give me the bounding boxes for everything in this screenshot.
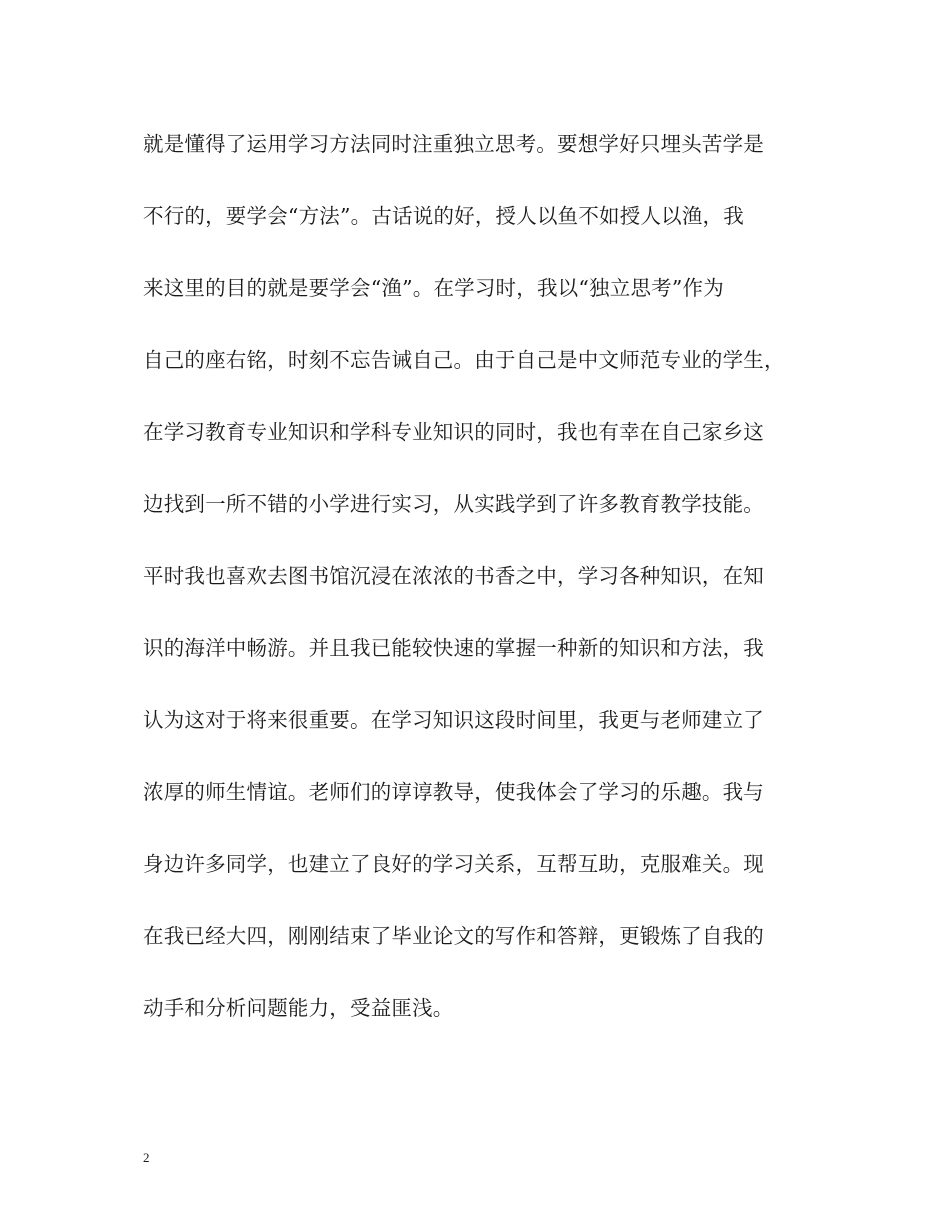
text-line: 边找到一所不错的小学进行实习，从实践学到了许多教育教学技能。 bbox=[143, 492, 764, 516]
text-line: 认为这对于将来很重要。在学习知识这段时间里，我更与老师建立了 bbox=[143, 708, 764, 732]
text-line: 浓厚的师生情谊。老师们的谆谆教导，使我体会了学习的乐趣。我与 bbox=[143, 780, 764, 804]
text-line: 就是懂得了运用学习方法同时注重独立思考。要想学好只埋头苦学是 bbox=[143, 132, 764, 156]
text-line: 不行的，要学会“方法”。古话说的好，授人以鱼不如授人以渔，我 bbox=[143, 204, 744, 228]
page-number: 2 bbox=[143, 1150, 150, 1165]
text-line: 在我已经大四，刚刚结束了毕业论文的写作和答辩，更锻炼了自我的 bbox=[143, 924, 764, 948]
text-line: 识的海洋中畅游。并且我已能较快速的掌握一种新的知识和方法，我 bbox=[143, 636, 764, 660]
text-line: 平时我也喜欢去图书馆沉浸在浓浓的书香之中，学习各种知识，在知 bbox=[143, 564, 764, 588]
text-line: 在学习教育专业知识和学科专业知识的同时，我也有幸在自己家乡这 bbox=[143, 420, 764, 444]
text-line: 动手和分析问题能力，受益匪浅。 bbox=[143, 996, 454, 1020]
text-line: 自己的座右铭，时刻不忘告诫自己。由于自己是中文师范专业的学生， bbox=[143, 348, 785, 372]
text-line: 来这里的目的就是要学会“渔”。在学习时，我以“独立思考”作为 bbox=[143, 276, 724, 300]
body-paragraph bbox=[143, 122, 813, 1058]
text-line: 身边许多同学，也建立了良好的学习关系，互帮互助，克服难关。现 bbox=[143, 852, 764, 876]
